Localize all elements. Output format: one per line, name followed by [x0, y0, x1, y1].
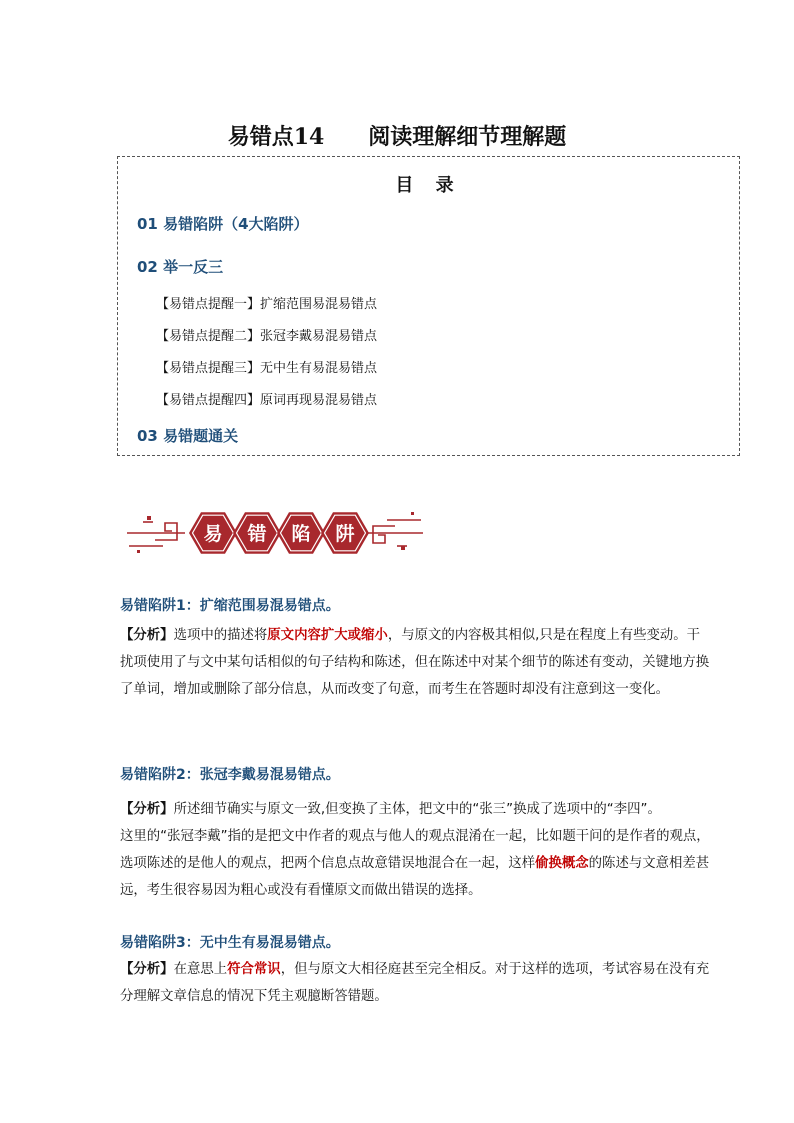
toc-sub-item-3[interactable]: 【易错点提醒三】无中生有易混易错点 — [156, 361, 378, 376]
trap-2-heading: 易错陷阱2：张冠李戴易混易错点。 — [120, 767, 340, 783]
toc-sub-item-2[interactable]: 【易错点提醒二】张冠李戴易混易错点 — [156, 329, 378, 344]
toc-item-traps[interactable]: 01 易错陷阱（4大陷阱） — [137, 215, 309, 233]
banner-right-ornament — [365, 520, 423, 546]
analysis-text: ，与原文的内容极其相似,只是在程度上有些变动。干扰项使用了与文中某句话相似的句子结构和陈述，但在陈述中对某个细节的陈述有变动，关键地方换了单词，增加或删除了部分信息，从而改变了句意，而考生在答题时却没有注意到这一变化。 — [120, 628, 710, 697]
banner-char: 陷 — [291, 523, 311, 545]
analysis-text: 的陈述与文意相差甚远，考生很容易因为粗心或没有看懂原文而做出错误的选择。 — [120, 856, 710, 898]
trap-2-analysis — [120, 796, 710, 904]
banner-left-ornament — [127, 522, 185, 546]
analysis-tag: 【分析】 — [120, 802, 174, 817]
banner-char: 错 — [247, 523, 267, 545]
trap-3-heading: 易错陷阱3：无中生有易混易错点。 — [120, 935, 340, 951]
trap-1-analysis — [120, 622, 710, 703]
trap-1-heading: 易错陷阱1：扩缩范围易混易错点。 — [120, 598, 340, 614]
banner-char: 阱 — [335, 523, 355, 545]
analysis-tag: 【分析】 — [120, 962, 174, 977]
analysis-text: 这里的“张冠李戴”指的是把文中作者的观点与他人的观点混淆在一起，比如题干问的是作者的观点，选项陈述的是他人的观点，把两个信息点故意错误地混合在一起，这样 — [120, 829, 710, 871]
analysis-tag: 【分析】 — [120, 628, 174, 643]
toc-item-examples[interactable]: 02 举一反三 — [137, 258, 224, 276]
table-of-contents — [117, 156, 740, 456]
highlight-text: 符合常识 — [227, 962, 281, 977]
highlight-text: 原文内容扩大或缩小 — [267, 628, 388, 643]
page-title: 易错点14 阅读理解细节理解题 — [227, 124, 567, 150]
toc-sub-item-1[interactable]: 【易错点提醒一】扩缩范围易混易错点 — [156, 297, 378, 312]
section-banner — [125, 500, 425, 566]
toc-item-practice[interactable]: 03 易错题通关 — [137, 427, 239, 445]
analysis-text: 选项中的描述将 — [173, 628, 268, 643]
highlight-text: 偷换概念 — [535, 856, 589, 871]
analysis-text: ，但与原文大相径庭甚至完全相反。对于这样的选项，考试容易在没有充分理解文章信息的情况下凭主观臆断答错题。 — [120, 962, 710, 1004]
toc-heading: 目 录 — [395, 175, 462, 196]
toc-sub-item-4[interactable]: 【易错点提醒四】原词再现易混易错点 — [156, 393, 378, 408]
trap-3-analysis — [120, 956, 710, 1010]
analysis-text: 所述细节确实与原文一致,但变换了主体，把文中的“张三”换成了选项中的“李四”。 — [173, 802, 661, 817]
banner-char: 易 — [203, 523, 223, 545]
analysis-text: 在意思上 — [173, 962, 228, 977]
